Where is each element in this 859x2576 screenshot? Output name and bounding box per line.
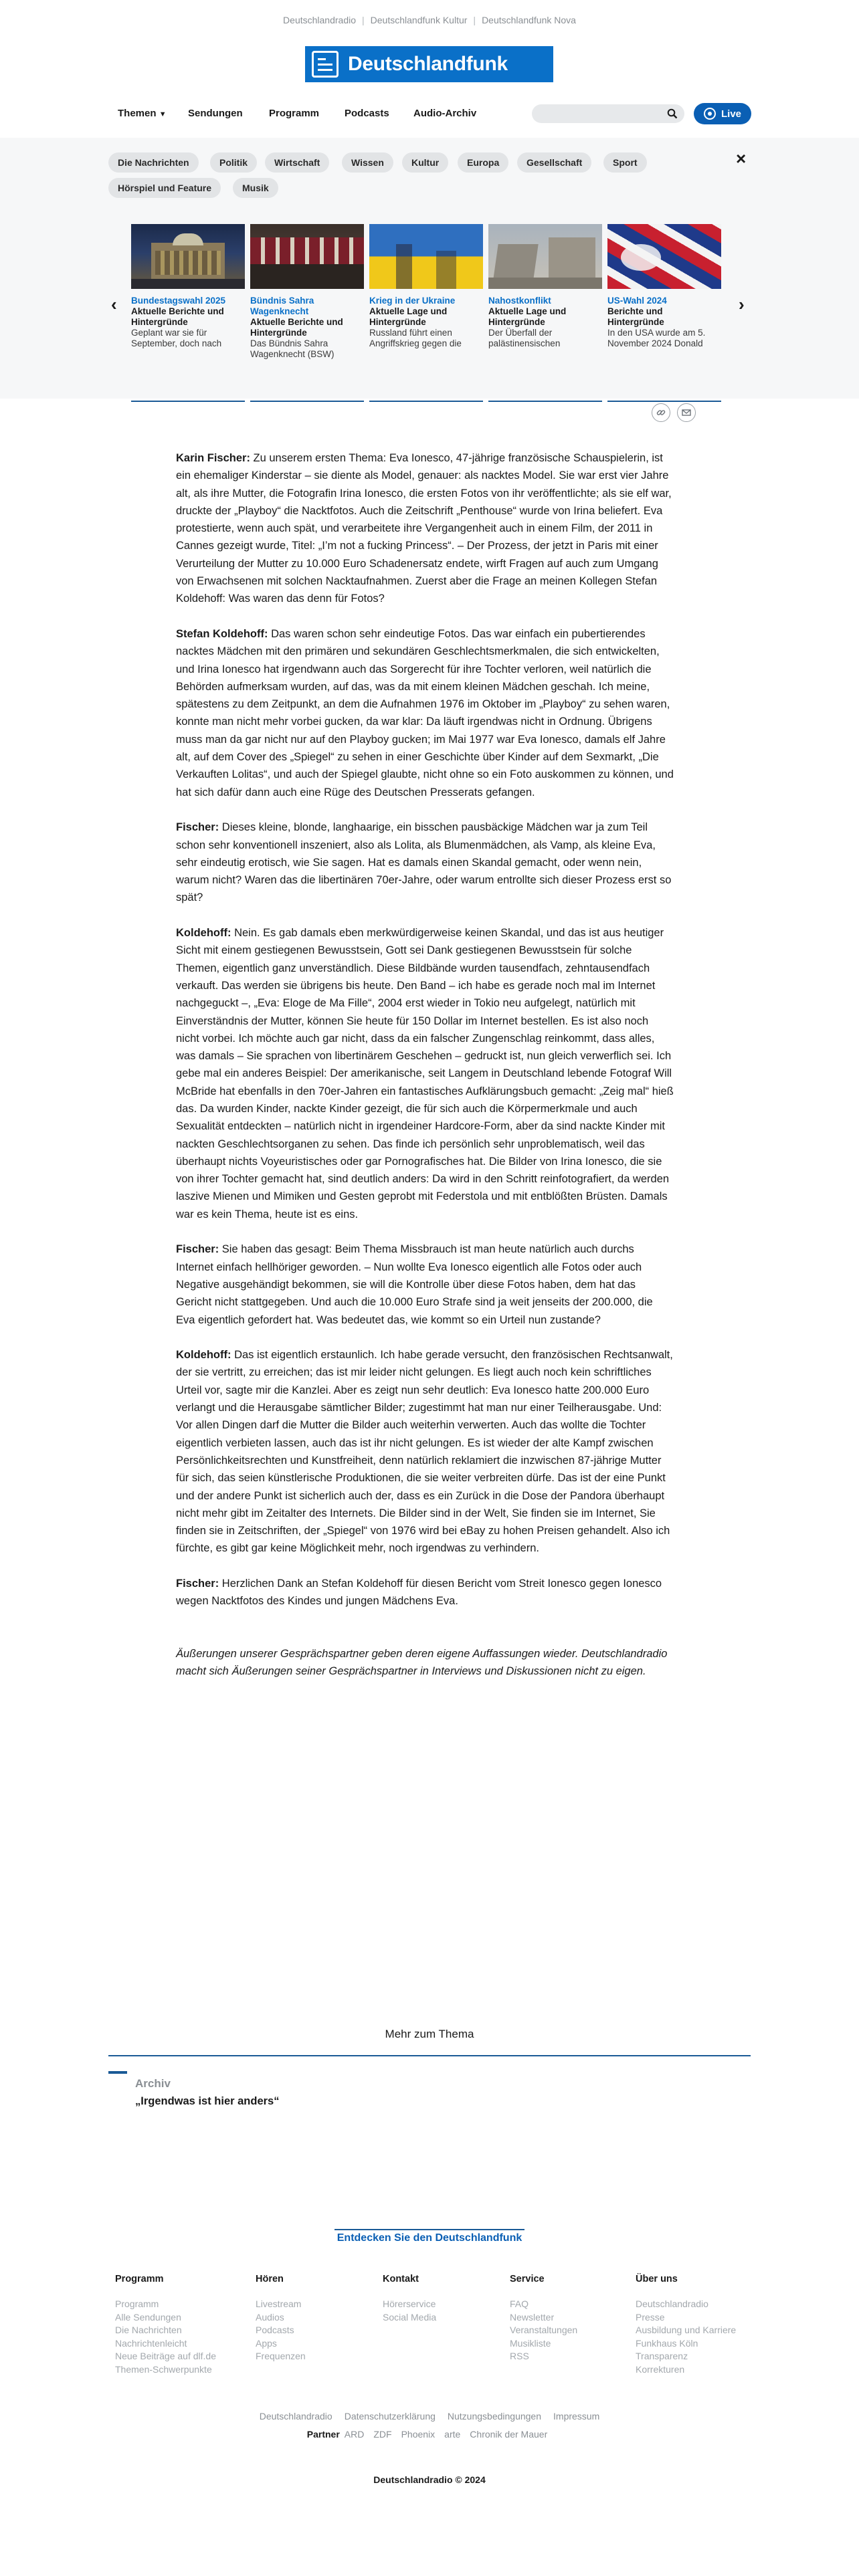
chevron-down-icon: ▼ xyxy=(159,110,167,118)
card-headline: Aktuelle Berichte und Hintergründe xyxy=(131,306,224,327)
card-image-bundestag xyxy=(131,224,245,289)
footer-link[interactable]: Funkhaus Köln xyxy=(636,2337,698,2349)
footer-column-service xyxy=(510,2274,577,2363)
live-icon xyxy=(704,108,716,120)
card-headline: Aktuelle Berichte und Hintergründe xyxy=(250,317,343,338)
speaker: Stefan Koldehoff: xyxy=(176,627,268,640)
card-kicker: US-Wahl 2024 xyxy=(607,296,667,306)
footer-link[interactable]: Ausbildung und Karriere xyxy=(636,2325,737,2335)
archive-label: Archiv xyxy=(135,2077,171,2090)
footer-column-programm xyxy=(115,2274,216,2376)
speaker: Karin Fischer: xyxy=(176,452,250,464)
link-icon[interactable] xyxy=(652,403,670,422)
more-heading: Mehr zum Thema xyxy=(385,2028,474,2040)
top-links: Deutschlandradio | Deutschlandfunk Kultur | Deutschlandfunk Nova xyxy=(283,15,576,25)
nav-audio-archiv[interactable]: Audio-Archiv xyxy=(413,108,477,119)
logo-text: Deutschlandfunk xyxy=(348,53,508,75)
discover-heading: Entdecken Sie den Deutschlandfunk xyxy=(337,2232,522,2244)
card-kicker: Bundestagswahl 2025 xyxy=(131,296,226,306)
legal-link[interactable]: Nutzungsbedingungen xyxy=(447,2411,542,2422)
card-image-uswahl xyxy=(607,224,721,289)
card-teaser: Geplant war sie für September, doch nach xyxy=(131,328,222,348)
footer-column-title: Über uns xyxy=(636,2274,678,2284)
footer-link[interactable]: Deutschlandradio xyxy=(636,2298,708,2309)
carousel-prev-icon[interactable]: ‹ xyxy=(111,294,117,314)
chip-hoerspiel[interactable]: Hörspiel und Feature xyxy=(108,178,221,198)
footer-link[interactable]: Alle Sendungen xyxy=(115,2311,181,2323)
site-logo[interactable] xyxy=(305,46,553,82)
chip-sport[interactable]: Sport xyxy=(603,152,647,173)
footer-link[interactable]: Nachrichtenleicht xyxy=(115,2337,187,2349)
card-divider xyxy=(369,401,483,402)
topic-card[interactable] xyxy=(607,224,721,391)
live-label: Live xyxy=(721,108,741,120)
article-body xyxy=(176,449,674,1697)
card-kicker: Nahostkonflikt xyxy=(488,296,551,306)
topic-card[interactable] xyxy=(250,224,364,391)
legal-link[interactable]: Deutschlandradio xyxy=(259,2411,332,2422)
paragraph: Fischer: Herzlichen Dank an Stefan Koldehoff für diesen Bericht vom Streit Ionesco gegen Ionesco wegen Nacktfotos des Kindes und jungen Mädchens Eva. xyxy=(176,1578,662,1608)
footer-link[interactable]: Podcasts xyxy=(256,2325,294,2335)
logo-icon xyxy=(312,51,339,78)
paragraph: Koldehoff: Das ist eigentlich erstaunlich. Ich habe gerade versucht, den französischen Rechtsanwalt, der sie vertritt, zu erreichen; das ist mir leider nicht gelungen. Es liegt auch noch kein schriftliches Urteil vor, sagte mir die Kanzlei. Aber es zeigt nun sehr deutlich: Eva Ionesco hatte 200.000 Euro verlangt und die Herausgabe sämtlicher Bilder; zugestimmt hat man nur einer Teilherausgabe. Und: Vor allen Dingen darf die Mutter die Bilder auch weiterhin verwerten. Auch das wollte die Tochter eigentlich verbieten lassen, auch das ist ihr nicht gelungen. Es ist wieder der alte Kampf zwischen Persönlichkeitsrechten und Kunstfreiheit, denn natürlich reklamiert die inzwischen 87-jährige Mutter für sich, das seien künstlerische Produktionen, die sie weiter verbreiten dürfe. Das ist der eine Punkt und der andere Punkt ist sicherlich auch der, dass es ein Zurück in die Dose der Pandora überhaupt nicht mehr gibt im Zeitalter des Internets. Die Bilder sind in der Welt, Sie finden sie im Internet, Sie finden sie in Zeitschriften, der „Spiegel“ von 1976 wird bei eBay zu hohen Preisen gehandelt. Also ich fürchte, es gibt gar keine Möglichkeit mehr, noch irgendwas zu verhindern. xyxy=(176,1349,673,1555)
footer-link[interactable]: Veranstaltungen xyxy=(510,2325,578,2335)
speaker: Koldehoff: xyxy=(176,927,231,940)
search-input[interactable] xyxy=(532,104,684,123)
footer-column-kontakt xyxy=(383,2274,436,2324)
footer-link[interactable]: Korrekturen xyxy=(636,2363,685,2375)
footer-link[interactable]: Apps xyxy=(256,2337,277,2349)
chip-musik[interactable]: Musik xyxy=(233,178,278,198)
partner-link[interactable]: arte xyxy=(444,2429,461,2440)
card-headline: Aktuelle Lage und Hintergründe xyxy=(369,306,448,327)
partner-link[interactable]: Phoenix xyxy=(401,2429,436,2440)
top-link[interactable]: Deutschlandfunk Kultur xyxy=(370,15,468,25)
footer-link[interactable]: Musikliste xyxy=(510,2337,551,2349)
legal-link[interactable]: Impressum xyxy=(553,2411,600,2422)
paragraph: Koldehoff: Nein. Es gab damals eben merkwürdigerweise keinen Skandal, und das ist aus heutiger Sicht mit einem gestiegenen Bewusstsein, Gott sei Dank gestiegenen Bewusstsein für solche Themen, eigentlich ganz unverständlich. Diese Bildbände wurden tausendfach, zehntausendfach verkauft. Das werden sie übrigens bis heute. Den Band – ich habe es gerade noch mal im Internet nachgeguckt –, „Eva: Eloge de Ma Fille“, 2004 erst wieder in Tokio neu aufgelegt, natürlich mit Einverständnis der Mutter, können Sie heute für 150 Dollar im Internet bestellen. Es ist also noch nicht vorbei. Ich möchte auch gar nicht, dass da ein falscher Zungenschlag reinkommt, dass alles, was damals – Sie sprachen von libertinärem Geschehen – gedruckt ist, nun gleich verwerflich sei. Ich gebe mal ein anderes Beispiel: Der amerikanische, seit Langem in Deutschland lebende Fotograf Will McBride hat ebenfalls in den 70er-Jahren ein fantastisches Aufklärungsbuch gemacht: „Zeig mal“ hieß das. Da wurden Kinder, nackte Kinder gezeigt, die für sich auch die Körpermerkmale und auch Sexualität entdeckten – natürlich nicht in irgendeiner Hardcore-Form, aber da sind nackte Kinder mit nackten Geschlechtsorganen zu sehen. Das finde ich persönlich sehr unproblematisch, weil das überhaupt nichts Voyeuristisches oder gar Pornografisches hat. Die Bilder von Irina Ionesco, die sie von ihrer Tochter gemacht hat, sind deutlich anders: Da wird in den Schritt reinfotografiert, da werden laszive Mienen und Mimiken und Gesten geprobt mit Federstola und mit entblößten Brüsten. Damals war es kein Thema, heute ist es eins. xyxy=(176,927,674,1220)
live-button[interactable] xyxy=(694,103,751,124)
chip-politik[interactable]: Politik xyxy=(210,152,257,173)
card-headline: Berichte und Hintergründe xyxy=(607,306,664,327)
partner-link[interactable]: ZDF xyxy=(373,2429,392,2440)
partner-link[interactable]: Chronik der Mauer xyxy=(470,2429,548,2440)
footer-column-title: Kontakt xyxy=(383,2274,419,2284)
footer-column-title: Hören xyxy=(256,2274,284,2284)
card-teaser: Das Bündnis Sahra Wagenknecht (BSW) xyxy=(250,338,335,359)
site-header xyxy=(0,0,859,138)
speaker: Fischer: xyxy=(176,821,219,834)
divider xyxy=(335,2229,524,2230)
footer-link[interactable]: Themen-Schwerpunkte xyxy=(115,2363,212,2375)
card-kicker: Krieg in der Ukraine xyxy=(369,296,456,306)
footer-link[interactable]: Neue Beiträge auf dlf.de xyxy=(115,2351,216,2361)
chip-kultur[interactable]: Kultur xyxy=(402,152,448,173)
footer-link[interactable]: RSS xyxy=(510,2351,529,2361)
speaker: Koldehoff: xyxy=(176,1349,231,1362)
topics-overlay xyxy=(0,138,859,399)
divider xyxy=(108,2055,751,2056)
speaker: Fischer: xyxy=(176,1578,219,1590)
nav-sendungen[interactable]: Sendungen xyxy=(188,108,243,119)
footer-link[interactable]: Programm xyxy=(115,2298,159,2309)
top-link[interactable]: Deutschlandfunk Nova xyxy=(482,15,576,25)
legal-links xyxy=(0,2411,859,2422)
footer-column-hoeren xyxy=(256,2274,306,2363)
card-headline: Aktuelle Lage und Hintergründe xyxy=(488,306,567,327)
partner-link[interactable]: ARD xyxy=(344,2429,365,2440)
chip-europa[interactable]: Europa xyxy=(458,152,508,173)
carousel-next-icon[interactable]: › xyxy=(739,294,745,314)
footer-column-title: Programm xyxy=(115,2274,164,2284)
disclaimer-note: Äußerungen unserer Gesprächspartner geben deren eigene Auffassungen wieder. Deutschlandradio macht sich Äußerungen seiner Gesprächspartner in Interviews und Diskussionen nicht zu eigen. xyxy=(176,1647,668,1677)
paragraph: Karin Fischer: Zu unserem ersten Thema: Eva Ionesco, 47-jährige französische Schauspielerin, ist ein ehemaliger Kinderstar – sie diente als Model, genauer: als nacktes Model. Sie war erst vier Jahre alt, als ihre Mutter, die Fotografin Irina Ionesco, die ersten Fotos von ihr veröffentlichte; als sie elf war, druckte der „Playboy“ die Nacktfotos. Auch die Zeitschrift „Penthouse“ wurde von Irina beliefert. Eva protestierte, wenn auch spät, und verarbeitete ihre Vergangenheit auch in einem Film, der 2011 in Cannes gezeigt wurde, Titel: „I’m not a fucking Princess“. – Der Prozess, der jetzt in Paris mit einer Verurteilung der Mutter zu 10.000 Euro Schadenersatz endete, wirft Fragen auf auch zum Umgang von Erwachsenen mit solchen Nacktaufnahmen. Zuerst aber die Frage an meinen Kollegen Stefan Koldehoff: Was waren das denn für Fotos? xyxy=(176,452,672,605)
card-image-ukraine xyxy=(369,224,483,289)
footer-link[interactable]: FAQ xyxy=(510,2298,529,2309)
footer-column-title: Service xyxy=(510,2274,545,2284)
nav-podcasts[interactable]: Podcasts xyxy=(345,108,389,119)
copyright: Deutschlandradio © 2024 xyxy=(373,2474,486,2485)
chip-gesellschaft[interactable]: Gesellschaft xyxy=(517,152,591,173)
speaker: Fischer: xyxy=(176,1243,219,1256)
topic-card[interactable] xyxy=(488,224,602,391)
card-divider xyxy=(250,401,364,402)
nav-themen[interactable]: Themen ▼ xyxy=(118,108,167,119)
footer-link[interactable]: Presse xyxy=(636,2311,665,2323)
archive-accent xyxy=(108,2071,127,2074)
mail-icon[interactable] xyxy=(677,403,696,422)
top-link[interactable]: Deutschlandradio xyxy=(283,15,357,25)
card-divider xyxy=(488,401,602,402)
topic-card[interactable] xyxy=(131,224,245,391)
footer-link[interactable]: Audios xyxy=(256,2311,284,2323)
paragraph: Fischer: Dieses kleine, blonde, langhaarige, ein bisschen pausbäckige Mädchen war ja zum Teil schon sehr konventionell inszeniert, also als Lolita, als Blumenmädchen, als Vamp, als kleine Eva, sehr eindeutig erotisch, wie Sie sagen. Hat es damals einen Skandal gemacht, oder wenn nein, warum nicht? Waren das die libertinären 70er-Jahre, oder warum entrollte sich dieser Prozess erst so spät? xyxy=(176,821,672,904)
card-image-nahost xyxy=(488,224,602,289)
footer-link[interactable]: Transparenz xyxy=(636,2351,688,2361)
close-icon[interactable]: × xyxy=(736,148,747,169)
card-divider xyxy=(607,401,721,402)
footer-link[interactable]: Newsletter xyxy=(510,2311,555,2323)
partner-links xyxy=(0,2429,859,2440)
partner-label: Partner xyxy=(306,2429,340,2440)
footer-link[interactable]: Social Media xyxy=(383,2311,437,2323)
chip-wissen[interactable]: Wissen xyxy=(342,152,393,173)
search-icon[interactable] xyxy=(667,108,678,119)
chip-nachrichten[interactable]: Die Nachrichten xyxy=(108,152,199,173)
footer-link[interactable]: Frequenzen xyxy=(256,2351,306,2361)
topic-card[interactable] xyxy=(369,224,483,391)
paragraph: Stefan Koldehoff: Das waren schon sehr eindeutige Fotos. Das war einfach ein pubertierendes nacktes Mädchen mit den primären und sekundären Geschlechtsmerkmalen, die sich entwickelten, und Irina Ionesco hat irgendwann auch das Sorgerecht für ihre Tochter verloren, weil natürlich die Behörden aufmerksam wurden, auf das, was da mit einem kleinen Mädchen geschah. Ich meine, spätestens zu dem Zeitpunkt, an dem die Aufnahmen 1976 im Oktober im „Playboy“ zu sehen waren, konnte man nicht mehr vorbei gucken, da war klar: Da läuft irgendwas nicht in Ordnung. Übrigens muss man da gar nicht nur auf den Playboy gucken; im Mai 1977 war Eva Ionesco, damals elf Jahre alt, auf dem Cover des „Spiegel“ zu sehen in einer Geschichte über Kinder auf dem Sexmarkt, „Die Verkauften Lolitas“, und auch der Spiegel glaubte, nicht ohne so ein Foto auskommen zu können, und hat sich dafür dann auch eine Rüge des Deutschen Presserats gefangen. xyxy=(176,627,674,798)
card-teaser: Der Überfall der palästinensischen xyxy=(488,328,561,348)
card-divider xyxy=(131,401,245,402)
paragraph: Fischer: Sie haben das gesagt: Beim Thema Missbrauch ist man heute natürlich auch durchs Internet einfach hellhöriger geworden. – Nun wollte Eva Ionesco eigentlich alle Fotos oder auch Negative ausgehändigt bekommen, sie will die Kontrolle über diese Fotos haben, dem hat das Gericht nicht stattgegeben. Und auch die 10.000 Euro Strafe sind ja weit jenseits der 200.000, die Eva eigentlich gefordert hat. Was bedeutet das, wie kommt so ein Urteil nun zustande? xyxy=(176,1243,653,1326)
chip-wirtschaft[interactable]: Wirtschaft xyxy=(265,152,329,173)
footer-column-ueber-uns xyxy=(636,2274,736,2376)
footer-link[interactable]: Die Nachrichten xyxy=(115,2325,182,2335)
card-image-bsw xyxy=(250,224,364,289)
footer-link[interactable]: Livestream xyxy=(256,2298,302,2309)
card-teaser: In den USA wurde am 5. November 2024 Donald xyxy=(607,328,706,348)
card-kicker: Bündnis Sahra Wagenknecht xyxy=(250,296,314,316)
card-teaser: Russland führt einen Angriffskrieg gegen die xyxy=(369,328,462,348)
footer-link[interactable]: Hörerservice xyxy=(383,2298,436,2309)
nav-programm[interactable]: Programm xyxy=(269,108,320,119)
legal-link[interactable]: Datenschutzerklärung xyxy=(344,2411,436,2422)
archive-link[interactable]: „Irgendwas ist hier anders“ xyxy=(135,2095,280,2107)
